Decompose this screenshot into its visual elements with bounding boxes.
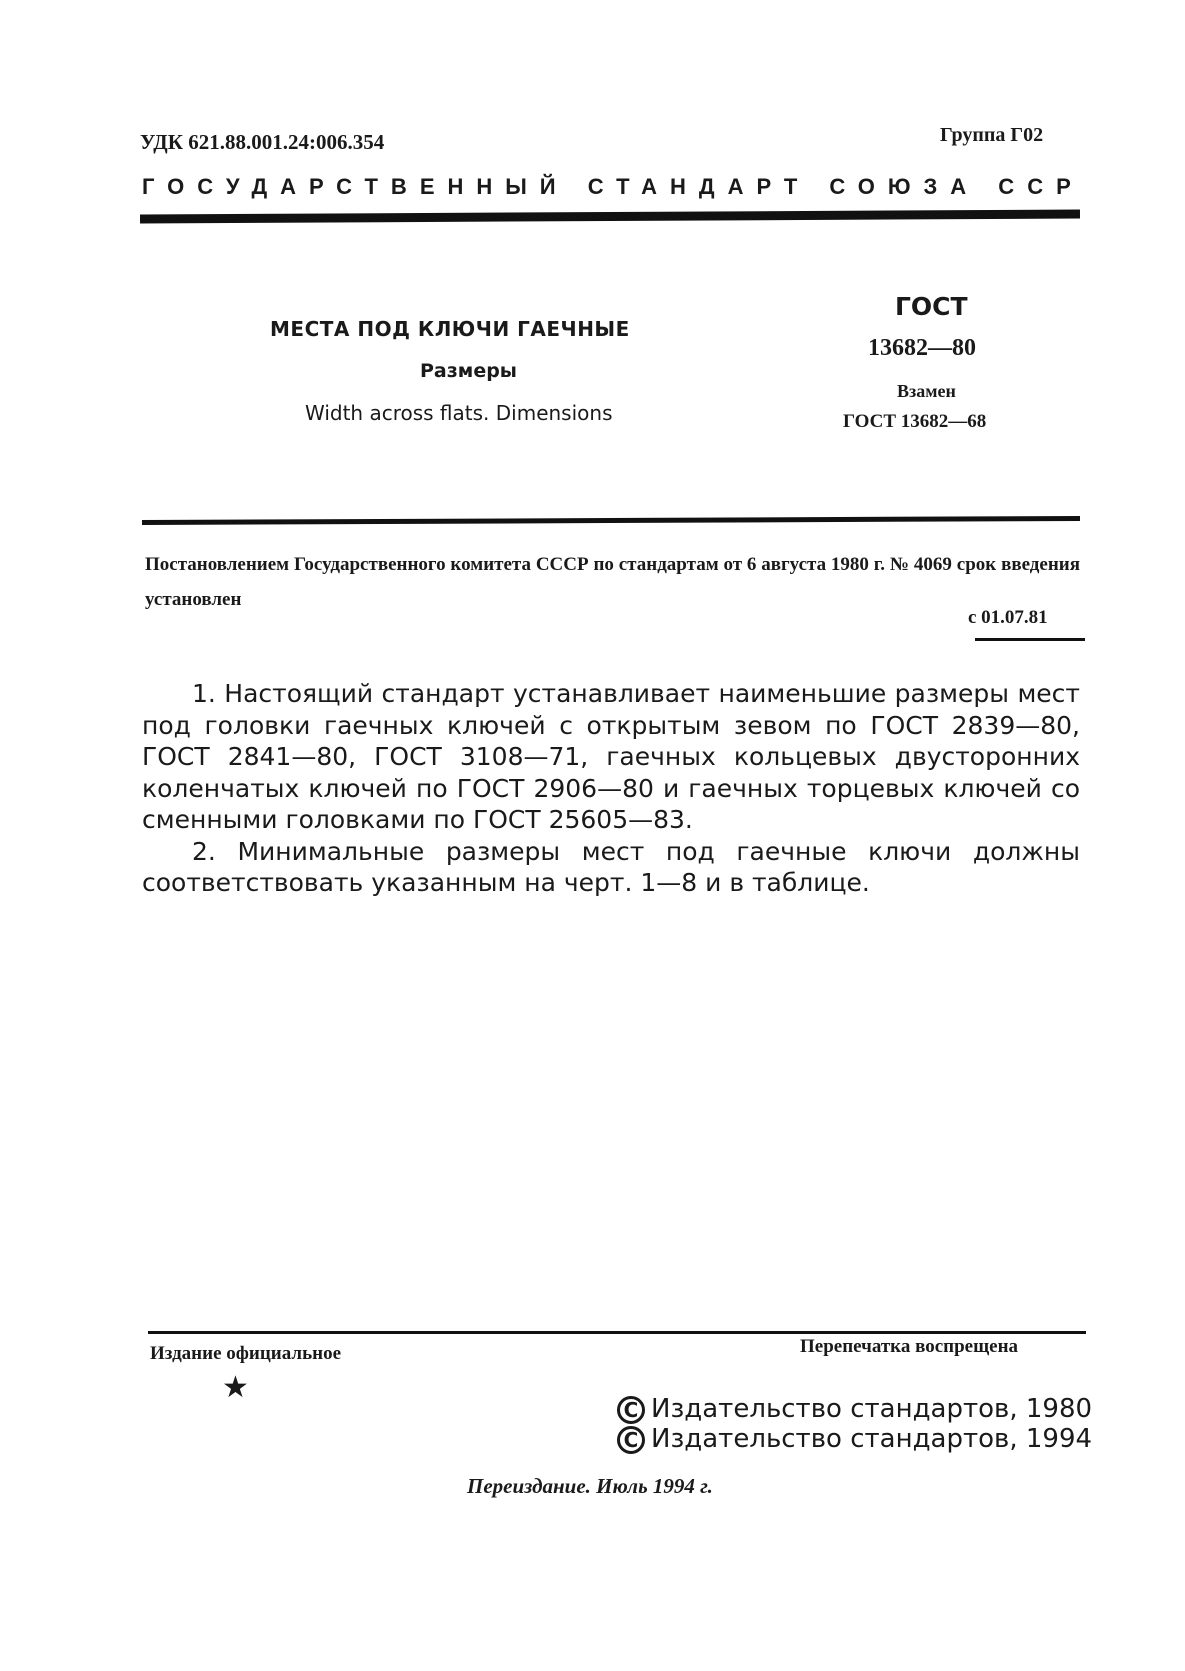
decree-text: Постановлением Государственного комитета СССР по стандартам от 6 августа 1980 г. № 4069 срок введения установлен xyxy=(145,554,1080,610)
group-code: Группа Г02 xyxy=(940,124,1044,146)
english-title: Width across flats. Dimensions xyxy=(305,401,613,425)
reprint-prohibited: Перепечатка воспрещена xyxy=(800,1336,1019,1357)
document-subtitle: Размеры xyxy=(420,360,517,382)
header-rule xyxy=(140,210,1080,224)
copyright-icon: С xyxy=(617,1426,645,1454)
body-text xyxy=(142,678,1080,899)
replaced-standard: ГОСТ 13682—68 xyxy=(843,411,987,432)
gost-number: 13682—80 xyxy=(868,335,976,361)
effective-date: с 01.07.81 xyxy=(968,607,1048,628)
copyright-text-1: Издательство стандартов, 1980 xyxy=(651,1394,1093,1424)
udk-code: УДК 621.88.001.24:006.354 xyxy=(140,130,385,154)
section-rule xyxy=(142,516,1080,525)
star-icon: ★ xyxy=(222,1370,249,1405)
footer-rule xyxy=(148,1331,1086,1334)
paragraph-2: 2. Минимальные размеры мест под гаечные ключи должны соответствовать указанным на черт. 1—8 и в таблице. xyxy=(142,836,1080,897)
reissue-note: Переиздание. Июль 1994 г. xyxy=(467,1474,713,1498)
copyright-line-2 xyxy=(617,1424,1092,1454)
replaces-label: Взамен xyxy=(897,381,956,401)
official-edition: Издание официальное xyxy=(150,1343,342,1364)
gost-label: ГОСТ xyxy=(895,292,968,321)
copyright-icon: С xyxy=(617,1396,645,1424)
copyright-text-2: Издательство стандартов, 1994 xyxy=(651,1424,1093,1454)
copyright-line-1 xyxy=(617,1394,1092,1424)
paragraph-1: 1. Настоящий стандарт устанавливает наименьшие размеры мест под головки гаечных ключей с открытым зевом по ГОСТ 2839—80, ГОСТ 2841—80, ГОСТ 3108—71, гаечных кольцевых двусторонних коленчатых ключей по ГОСТ 2906—80 и гаечных торцевых ключей со сменными головками по ГОСТ 25605—83. xyxy=(142,679,1080,834)
effective-date-underline xyxy=(975,638,1085,641)
state-standard-heading: ГОСУДАРСТВЕННЫЙ СТАНДАРТ СОЮЗА ССР xyxy=(142,174,1084,199)
document-title: МЕСТА ПОД КЛЮЧИ ГАЕЧНЫЕ xyxy=(270,317,630,341)
